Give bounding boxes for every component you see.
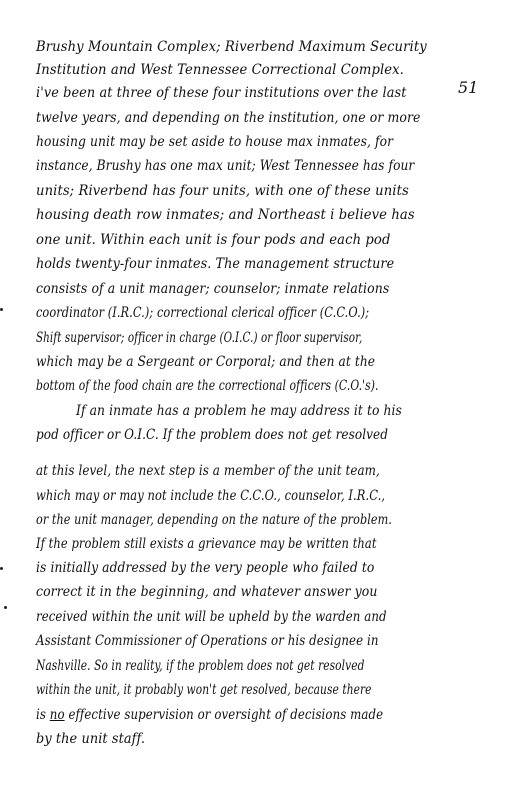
text-line-13: Shift supervisor; officer in charge (O.I.C.) or floor supervisor,: [36, 330, 363, 346]
final-text-line: by the unit staff.: [36, 731, 146, 747]
text-line-27: within the unit, it probably won't get resolved, because there: [36, 682, 372, 698]
text-line-25: Assistant Commissioner of Operations or his designee in: [36, 633, 379, 649]
scan-mark: [4, 606, 7, 609]
text-line-19: which may or may not include the C.C.O., counselor, I.R.C.,: [36, 488, 386, 504]
text-line-20: or the unit manager, depending on the nature of the problem.: [36, 512, 392, 528]
text-line-4: twelve years, and depending on the institution, one or more: [36, 110, 421, 126]
text-line-3: i've been at three of these four institutions over the last: [36, 85, 407, 101]
text-line-18: at this level, the next step is a member of the unit team,: [36, 463, 380, 479]
emphasized-no: no: [49, 707, 65, 723]
text-line-5: housing unit may be set aside to house max inmates, for: [36, 134, 394, 150]
text-line-15: bottom of the food chain are the correctional officers (C.O.'s).: [36, 378, 379, 394]
text-line-2: Institution and West Tennessee Correctional Complex.: [36, 62, 404, 78]
text-line-14: which may be a Sergeant or Corporal; and then at the: [36, 354, 376, 370]
text-line-12: coordinator (I.R.C.); correctional clerical officer (C.C.O.);: [36, 305, 370, 321]
paragraph-2-line-1: If an inmate has a problem he may address it to his: [76, 403, 402, 419]
text-line-1: Brushy Mountain Complex; Riverbend Maximum Security: [36, 39, 427, 55]
text-line-17: pod officer or O.I.C. If the problem does not get resolved: [36, 427, 389, 443]
text-line-28: [36, 706, 383, 724]
text-line-23: correct it in the beginning, and whatever answer you: [36, 584, 378, 600]
text-line-11: consists of a unit manager; counselor; inmate relations: [36, 281, 390, 297]
text-line-7: units; Riverbend has four units, with one of these units: [36, 183, 409, 199]
page-number: 51: [458, 78, 479, 97]
scan-mark: [0, 567, 3, 570]
text-line-10: holds twenty-four inmates. The management structure: [36, 256, 395, 272]
text-line-28-prefix: is: [36, 707, 50, 723]
text-line-9: one unit. Within each unit is four pods and each pod: [36, 232, 391, 248]
text-line-28-suffix: effective supervision or oversight of decisions made: [64, 707, 384, 723]
scan-mark: [0, 308, 3, 311]
text-line-24: received within the unit will be upheld by the warden and: [36, 609, 387, 625]
text-line-6: instance, Brushy has one max unit; West Tennessee has four: [36, 158, 415, 174]
text-line-8: housing death row inmates; and Northeast i believe has: [36, 207, 415, 223]
text-line-22: is initially addressed by the very people who failed to: [36, 560, 375, 576]
text-line-26: Nashville. So in reality, if the problem does not get resolved: [36, 658, 365, 674]
text-line-21: If the problem still exists a grievance may be written that: [36, 536, 377, 552]
